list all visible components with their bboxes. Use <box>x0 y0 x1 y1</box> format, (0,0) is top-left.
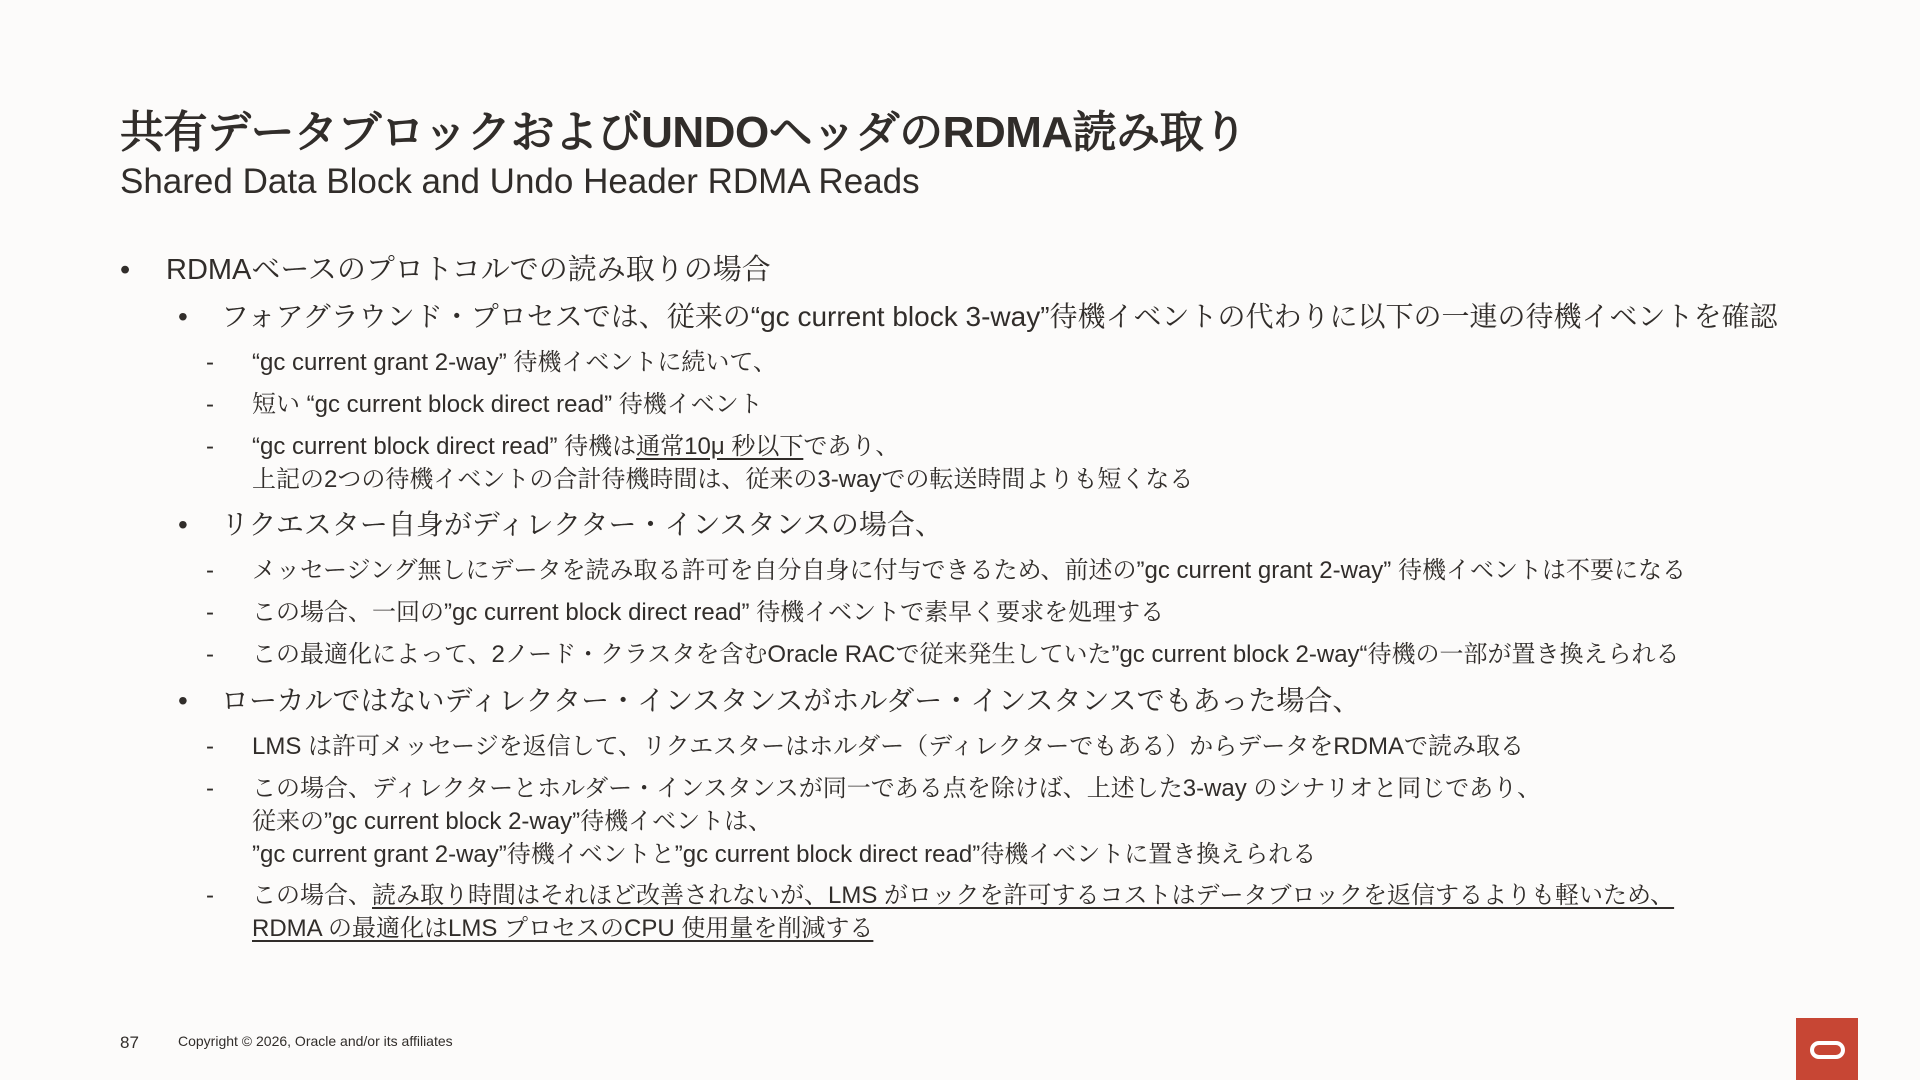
oracle-logo-icon <box>1796 1018 1858 1080</box>
dash-item <box>120 768 1820 875</box>
dash-text: “gc current grant 2-way” 待機イベントに続いて、 <box>252 349 777 376</box>
bullet-marker: • <box>178 685 188 716</box>
page-number: 87 <box>120 1033 139 1052</box>
dash-text-row: 上記の2つの待機イベントの合計待機時間は、従来の3-wayでの転送時間よりも短くなる <box>252 466 1194 493</box>
underlined-text: RDMA の最適化はLMS プロセスのCPU 使用量を削減する <box>252 915 874 942</box>
sub-bullet-text: フォアグラウンド・プロセスでは、従来の“gc current block 3-way”待機イベントの代わりに以下の一連の待機イベントを確認 <box>221 301 1778 332</box>
slide-title: 共有データブロックおよびUNDOヘッダのRDMA読み取り <box>120 108 1247 157</box>
dash-text: であり、 <box>803 433 900 460</box>
dash-text: この場合、一回の”gc current block direct read” 待機イベントで素早く要求を処理する <box>252 599 1165 626</box>
dash-text: “gc current block direct read” 待機は <box>252 433 637 460</box>
dash-item <box>120 342 1820 384</box>
dash-text-row <box>252 879 1820 912</box>
dash-text: メッセージング無しにデータを読み取る許可を自分自身に付与できるため、前述の”gc current grant 2-way” 待機イベントは不要になる <box>252 557 1686 584</box>
dash-item <box>120 592 1820 634</box>
dash-marker: - <box>206 391 214 418</box>
sub-bullet-item <box>120 292 1820 342</box>
dash-text-row: ”gc current grant 2-way”待機イベントと”gc current block direct read”待機イベントに置き換えられる <box>252 841 1317 868</box>
bullet-marker: • <box>178 301 188 332</box>
bullet-text: RDMAベースのプロトコルでの読み取りの場合 <box>166 254 771 286</box>
underlined-text: 読み取り時間はそれほど改善されないが、LMS がロックを許可するコストはデータブロックを返信するよりも軽いため、 <box>372 882 1675 909</box>
dash-item <box>120 726 1820 768</box>
sub-bullet-item <box>120 676 1820 726</box>
dash-marker: - <box>206 641 214 668</box>
bullet-marker: • <box>120 254 131 286</box>
dash-text-row: 従来の”gc current block 2-way”待機イベントは、 <box>252 808 773 835</box>
dash-marker: - <box>206 733 214 760</box>
dash-text: この場合、 <box>252 882 372 909</box>
bullet-marker: • <box>178 509 188 540</box>
dash-marker: - <box>206 557 214 584</box>
bullet-item <box>120 248 1820 292</box>
dash-text: LMS は許可メッセージを返信して、リクエスターはホルダー（ディレクターでもある）からデータをRDMAで読み取る <box>252 733 1524 760</box>
dash-item <box>120 426 1820 500</box>
dash-item <box>120 634 1820 676</box>
dash-item <box>120 384 1820 426</box>
dash-marker: - <box>206 775 214 802</box>
sub-bullet-item <box>120 500 1820 550</box>
sub-bullet-text: ローカルではないディレクター・インスタンスがホルダー・インスタンスでもあった場合、 <box>221 685 1361 716</box>
dash-text-row <box>252 430 1820 463</box>
dash-marker: - <box>206 433 214 460</box>
slide-subtitle: Shared Data Block and Undo Header RDMA Reads <box>120 162 920 201</box>
dash-item <box>120 550 1820 592</box>
copyright-text: Copyright © 2026, Oracle and/or its affiliates <box>178 1033 453 1049</box>
sub-bullet-text: リクエスター自身がディレクター・インスタンスの場合、 <box>221 509 943 540</box>
underlined-text: 通常10μ 秒以下 <box>636 433 804 460</box>
dash-text: 短い “gc current block direct read” 待機イベント <box>252 391 763 418</box>
slide-body <box>120 248 1820 949</box>
logo-ring <box>1810 1041 1845 1059</box>
dash-marker: - <box>206 349 214 376</box>
dash-marker: - <box>206 882 214 909</box>
dash-item <box>120 875 1820 949</box>
dash-text-row: この場合、ディレクターとホルダー・インスタンスが同一である点を除けば、上述した3-way のシナリオと同じであり、 <box>252 775 1542 802</box>
dash-marker: - <box>206 599 214 626</box>
dash-text: この最適化によって、2ノード・クラスタを含むOracle RACで従来発生していた”gc current block 2-way“待機の一部が置き換えられる <box>252 641 1680 668</box>
